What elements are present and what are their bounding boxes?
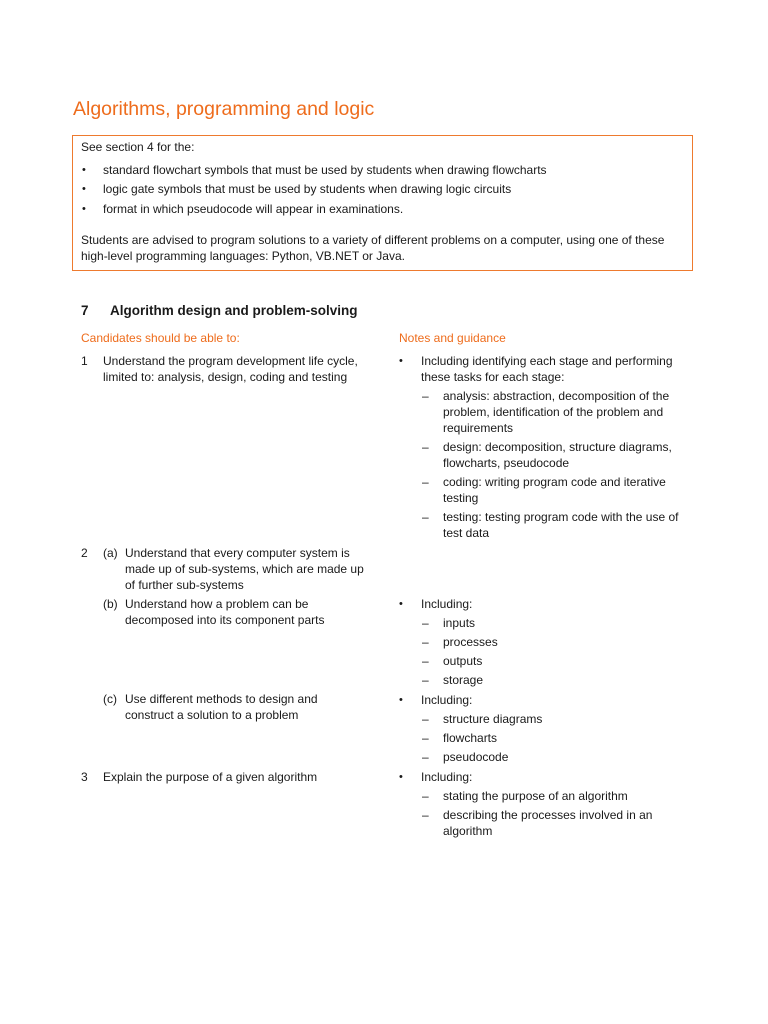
dash-icon: – [422, 731, 429, 745]
dash-icon: – [422, 673, 429, 687]
note-subitem: algorithm [443, 824, 493, 838]
note-subitem: describing the processes involved in an [443, 808, 653, 822]
note-subitem: outputs [443, 654, 483, 668]
item-text: Explain the purpose of a given algorithm [103, 770, 318, 784]
column-header-left: Candidates should be able to: [81, 331, 240, 345]
info-box-bullet: format in which pseudocode will appear in examinations. [103, 202, 404, 216]
bullet-icon: • [82, 183, 86, 195]
note-subitem: testing [443, 491, 479, 505]
column-header-right: Notes and guidance [399, 331, 506, 345]
dash-icon: – [422, 616, 429, 630]
note-text: Including: [421, 693, 473, 707]
dash-icon: – [422, 440, 429, 454]
note-subitem: analysis: abstraction, decomposition of the [443, 389, 670, 403]
note-subitem: testing: testing program code with the use of [443, 510, 679, 524]
note-subitem: stating the purpose of an algorithm [443, 789, 628, 803]
dash-icon: – [422, 808, 429, 822]
dash-icon: – [422, 750, 429, 764]
item-text: made up of sub-systems, which are made up [125, 562, 364, 576]
note-text: Including: [421, 770, 473, 784]
note-subitem: design: decomposition, structure diagrams, [443, 440, 672, 454]
item-text: Understand how a problem can be [125, 597, 309, 611]
dash-icon: – [422, 712, 429, 726]
item-text: limited to: analysis, design, coding and testing [103, 370, 348, 384]
note-subitem: structure diagrams [443, 712, 543, 726]
note-subitem: flowcharts [443, 731, 498, 745]
note-text: Including identifying each stage and performing [421, 354, 673, 368]
item-text: Understand that every computer system is [125, 546, 350, 560]
note-subitem: pseudocode [443, 750, 509, 764]
bullet-icon: • [399, 598, 403, 610]
note-subitem: problem, identification of the problem and [443, 405, 664, 419]
bullet-icon: • [399, 694, 403, 706]
info-box-bullet: standard flowchart symbols that must be used by students when drawing flowcharts [103, 163, 547, 177]
bullet-icon: • [82, 164, 86, 176]
item-number: 2 [81, 546, 88, 560]
note-subitem: test data [443, 526, 490, 540]
note-subitem: processes [443, 635, 498, 649]
dash-icon: – [422, 510, 429, 524]
info-box-intro: See section 4 for the: [81, 140, 195, 154]
bullet-icon: • [399, 355, 403, 367]
info-box-advice: Students are advised to program solutions to a variety of different problems on a computer, using one of these [81, 233, 665, 247]
page-title: Algorithms, programming and logic [73, 98, 375, 120]
bullet-icon: • [399, 771, 403, 783]
dash-icon: – [422, 389, 429, 403]
item-text: Use different methods to design and [125, 692, 318, 706]
item-text: Understand the program development life cycle, [103, 354, 358, 368]
dash-icon: – [422, 635, 429, 649]
item-number: 1 [81, 354, 88, 368]
bullet-icon: • [82, 203, 86, 215]
item-text: construct a solution to a problem [125, 708, 299, 722]
note-subitem: storage [443, 673, 484, 687]
note-subitem: flowcharts, pseudocode [443, 456, 570, 470]
note-subitem: inputs [443, 616, 476, 630]
info-box-advice: high-level programming languages: Python, VB.NET or Java. [81, 249, 405, 263]
section-title: Algorithm design and problem-solving [110, 303, 358, 318]
item-part-label: (a) [103, 546, 118, 560]
dash-icon: – [422, 654, 429, 668]
dash-icon: – [422, 475, 429, 489]
dash-icon: – [422, 789, 429, 803]
item-part-label: (b) [103, 597, 118, 611]
section-number: 7 [81, 303, 89, 318]
note-text: Including: [421, 597, 473, 611]
note-text: these tasks for each stage: [421, 370, 565, 384]
note-subitem: coding: writing program code and iterative [443, 475, 666, 489]
item-text: decomposed into its component parts [125, 613, 325, 627]
item-text: of further sub-systems [125, 578, 244, 592]
item-part-label: (c) [103, 692, 117, 706]
info-box-bullet: logic gate symbols that must be used by students when drawing logic circuits [103, 182, 512, 196]
note-subitem: requirements [443, 421, 514, 435]
item-number: 3 [81, 770, 88, 784]
